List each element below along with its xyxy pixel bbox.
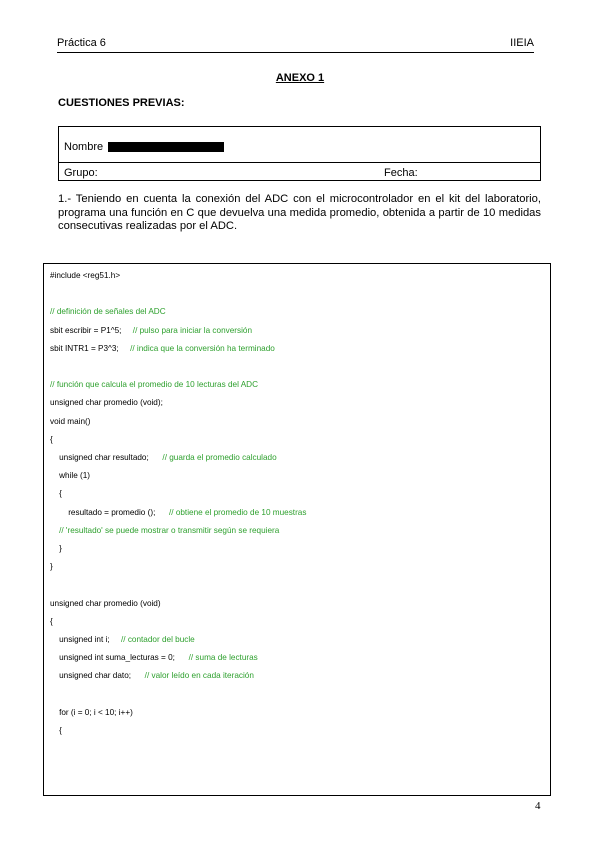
code-text: { [50,434,53,444]
code-line [50,306,166,318]
code-line [50,652,258,664]
code-comment: // guarda el promedio calculado [162,453,277,462]
code-text: unsigned char dato; [50,671,145,681]
code-text: unsigned int suma_lecturas = 0; [50,653,189,663]
header-course-code: IIEIA [510,37,534,49]
code-line [50,616,53,628]
code-comment: // suma de lecturas [188,653,258,663]
code-text: unsigned int i; [50,635,121,644]
code-comment: // valor leído en cada iteración [144,671,254,681]
code-line [50,416,91,428]
code-line [50,670,254,682]
code-comment: // función que calcula el promedio de 10 lecturas del ADC [50,380,258,390]
code-comment: // pulso para iniciar la conversión [132,325,253,335]
code-line [50,343,275,355]
group-label: Grupo: [64,167,98,179]
code-comment: // contador del bucle [121,635,195,644]
page-header [57,37,534,53]
code-line [50,488,62,500]
code-listing [43,263,551,796]
student-info-form [58,126,541,181]
code-text: while (1) [50,471,91,481]
page-number: 4 [535,800,541,812]
code-line [50,452,277,464]
code-text: #include <reg51.h> [50,271,121,280]
name-label: Nombre [64,141,104,153]
code-line [50,434,53,446]
code-line [50,725,62,737]
redacted-name-bar [108,142,224,152]
code-text: for (i = 0; i < 10; i++) [50,707,133,717]
code-text [50,526,59,535]
code-line [50,470,90,482]
code-line [50,270,120,282]
code-line [50,634,195,646]
code-text: } [50,562,53,572]
code-comment: // definición de señales del ADC [50,307,166,317]
code-text: void main() [50,416,91,426]
code-text: resultado = promedio (); [50,507,169,517]
code-text: { [50,489,62,499]
code-line [50,397,163,409]
section-title: CUESTIONES PREVIAS: [58,97,185,109]
code-comment: // obtiene el promedio de 10 muestras [169,507,307,517]
name-row [59,127,540,163]
code-line [50,543,62,555]
code-line [50,525,279,537]
code-line [50,598,161,610]
code-line [50,507,306,519]
code-text: unsigned char resultado; [50,453,163,462]
code-line [50,379,258,391]
header-practice-title: Práctica 6 [57,37,106,49]
annex-title: ANEXO 1 [275,72,325,84]
code-line [50,707,133,719]
date-label: Fecha: [384,167,418,179]
code-line [50,561,53,573]
code-comment: // indica que la conversión ha terminado [130,343,275,353]
code-text: unsigned char promedio (void) [50,598,161,608]
code-text: } [50,544,62,553]
question-text: 1.- Teniendo en cuenta la conexión del ADC con el microcontrolador en el kit del laboratorio, programa una función en C que devuelva una medida promedio, obtenida a partir de 10 medidas consecutivas realizadas por el ADC. [58,193,541,232]
code-comment: // 'resultado' se puede mostrar o transmitir según se requiera [59,525,280,535]
code-text: sbit INTR1 = P3^3; [50,343,131,353]
code-line [50,325,252,337]
code-text: unsigned char promedio (void); [50,398,163,408]
code-text: { [50,726,62,735]
code-text: sbit escribir = P1^5; [50,325,133,335]
code-text: { [50,616,53,626]
